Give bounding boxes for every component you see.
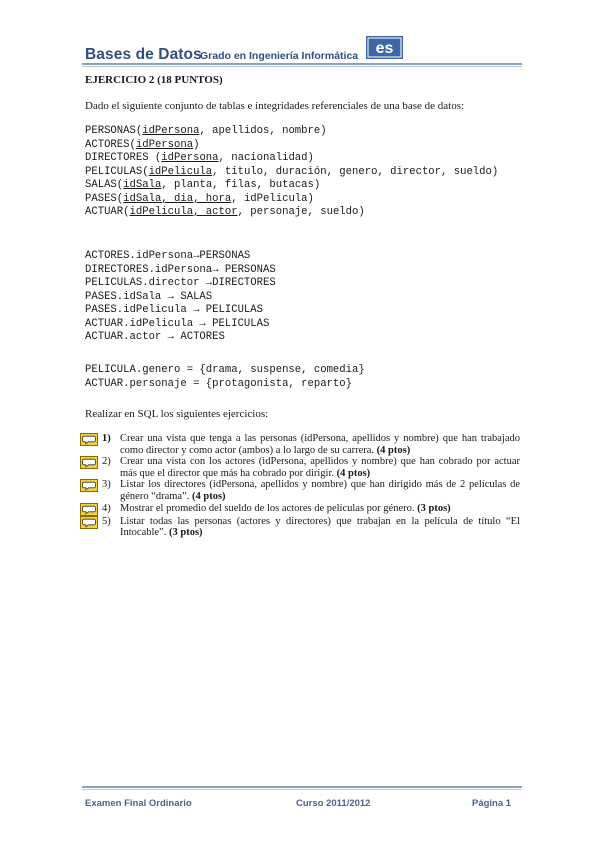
question-text: [120, 456, 520, 479]
primary-key: idPersona: [142, 125, 200, 137]
table-definition: [85, 166, 515, 180]
primary-key: idPersona: [135, 138, 194, 151]
question-text: [120, 479, 520, 502]
question-body: Crear una vista con los actores (idPersona, apellidos y nombre) que han cobrado por actuar más que el director que más ha cobrado por dirigir.: [120, 456, 520, 479]
table-open-paren: (: [148, 152, 162, 164]
question-points: (4 ptos): [376, 444, 411, 456]
question-text: [120, 516, 520, 539]
table-name: PELICULAS: [85, 165, 143, 178]
header-subtitle: Grado en Ingeniería Informática: [200, 50, 359, 62]
table-definition: [85, 179, 515, 193]
reference-line: ACTUAR.idPelicula → PELICULAS: [85, 317, 270, 330]
header-divider: [82, 63, 522, 65]
table-name: DIRECTORES: [85, 152, 149, 164]
primary-key: idPelicula: [148, 165, 213, 178]
sql-instructions: Realizar en SQL los siguientes ejercicios:: [85, 408, 269, 420]
header-divider-thin: [82, 66, 522, 67]
question-item: [80, 456, 520, 479]
question-number: 1): [102, 433, 111, 444]
table-name: SALAS: [85, 179, 117, 191]
question-body: Crear una vista que tenga a las personas (idPersona, apellidos y nombre) que han trabajado como director y como actor (ambos) a lo largo de su carrera.: [120, 433, 520, 456]
table-name: ACTORES: [85, 138, 130, 151]
question-number: 2): [102, 456, 111, 468]
table-columns: , personaje, sueldo): [237, 206, 365, 218]
table-open-paren: (: [135, 125, 143, 137]
exercise-title: EJERCICIO 2 (18 PUNTOS): [85, 74, 223, 86]
table-definition: [85, 125, 515, 139]
question-number: 3): [102, 479, 111, 491]
reference-line: PASES.idPelicula → PELICULAS: [85, 304, 264, 316]
logo-text: es: [375, 40, 394, 57]
footer-course: Curso 2011/2012: [296, 798, 371, 809]
comment-icon[interactable]: [80, 456, 98, 469]
question-text: [120, 503, 520, 516]
question-text: [120, 433, 520, 456]
table-name: PASES: [85, 192, 117, 205]
table-columns: , idPelicula): [231, 192, 314, 205]
table-columns: , nacionalidad): [218, 152, 314, 164]
school-logo: [366, 36, 403, 59]
comment-icon[interactable]: [80, 503, 98, 516]
question-points: (4 ptos): [336, 467, 371, 479]
table-definitions: [85, 125, 515, 220]
table-definition: [85, 139, 515, 153]
comment-icon[interactable]: [80, 433, 98, 446]
question-number: 4): [102, 502, 111, 514]
table-open-paren: (: [123, 206, 130, 218]
question-item: [80, 503, 520, 516]
table-open-paren: (: [116, 179, 124, 191]
question-item: [80, 479, 520, 502]
primary-key: idSala: [123, 179, 162, 191]
header-title: Bases de Datos: [85, 46, 202, 63]
reference-line: ACTORES.idPersona→PERSONAS: [85, 250, 251, 262]
question-item: [80, 433, 520, 456]
table-definition: [85, 206, 515, 220]
question-body: Listar todas las personas (actores y directores) que trabajan en la película de título “El Intocable”.: [120, 515, 520, 539]
reference-line: PASES.idSala → SALAS: [85, 290, 213, 303]
primary-key: idPelicula, actor: [129, 206, 238, 218]
table-columns: , planta, filas, butacas): [161, 179, 321, 191]
footer-divider: [82, 786, 522, 788]
table-columns: ): [193, 138, 200, 151]
table-open-paren: (: [142, 165, 149, 178]
primary-key: idPersona: [161, 152, 219, 164]
question-number: 5): [102, 515, 111, 527]
footer-exam-name: Examen Final Ordinario: [85, 798, 192, 809]
reference-line: ACTUAR.actor → ACTORES: [85, 331, 225, 343]
footer-divider-thin: [82, 789, 522, 790]
table-open-paren: (: [129, 138, 136, 151]
table-columns: , apellidos, nombre): [199, 125, 327, 137]
footer-page-number: Página 1: [472, 798, 512, 809]
reference-line: PELICULAS.director →DIRECTORES: [85, 277, 276, 289]
table-definition: [85, 193, 515, 207]
table-name: PERSONAS: [85, 125, 136, 137]
domain-constraints: [85, 364, 365, 391]
table-name: ACTUAR: [85, 206, 124, 218]
domain-line: ACTUAR.personaje = {protagonista, reparto}: [85, 377, 353, 390]
question-list: [80, 433, 520, 539]
exercise-intro: Dado el siguiente conjunto de tablas e integridades referenciales de una base de datos:: [85, 100, 465, 112]
question-body: Listar los directores (idPersona, apellidos y nombre) que han dirigido más de 2 películas de género “drama”.: [120, 479, 520, 502]
comment-icon[interactable]: [80, 516, 98, 529]
table-open-paren: (: [116, 192, 124, 205]
table-definition: [85, 152, 515, 166]
reference-line: DIRECTORES.idPersona→ PERSONAS: [85, 263, 276, 276]
comment-icon[interactable]: [80, 479, 98, 492]
referential-integrity-list: [85, 250, 276, 345]
question-item: [80, 516, 520, 539]
table-columns: , titulo, duración, genero, director, sueldo): [212, 165, 499, 178]
question-body: Mostrar el promedio del sueldo de los actores de películas por género.: [120, 502, 415, 514]
domain-line: PELICULA.genero = {drama, suspense, comedia}: [85, 364, 365, 376]
question-points: (3 ptos): [417, 502, 451, 514]
primary-key: idSala, dia, hora: [123, 192, 232, 205]
question-points: (3 ptos): [168, 527, 203, 539]
question-points: (4 ptos): [192, 490, 226, 502]
